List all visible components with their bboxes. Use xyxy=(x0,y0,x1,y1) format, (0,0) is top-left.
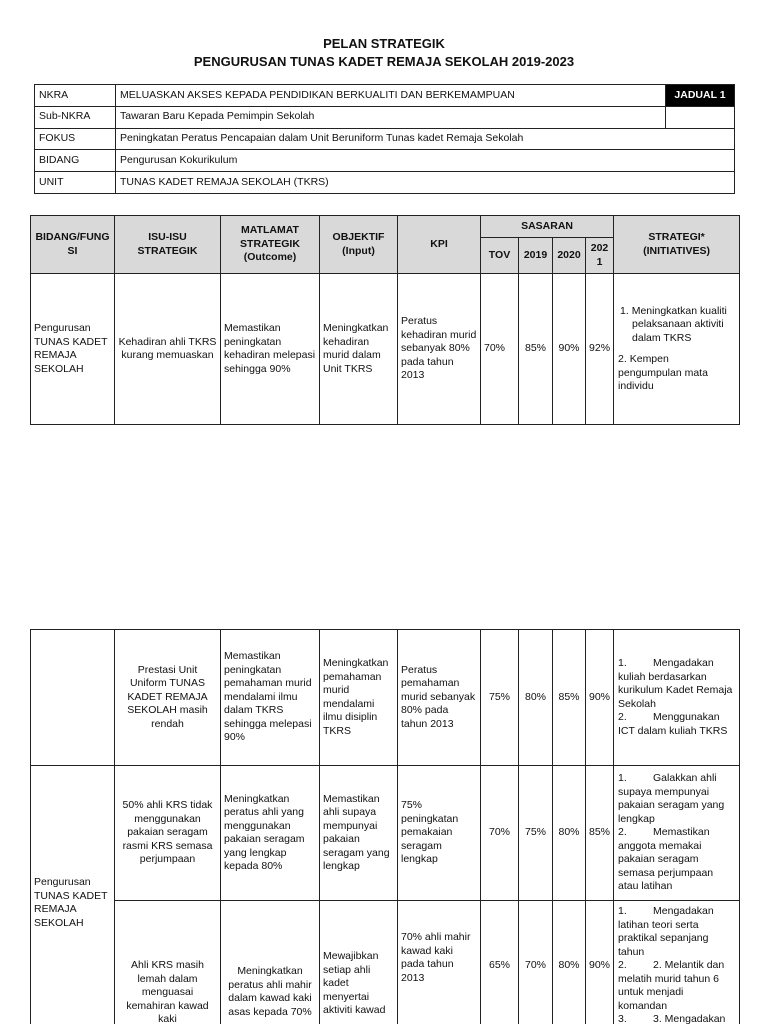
cell-kpi: 75% peningkatan pemakaian seragam lengkap xyxy=(398,766,481,901)
cell-2019: 70% xyxy=(519,901,553,1024)
cell-2020: 80% xyxy=(553,766,586,901)
document-title: PELAN STRATEGIK xyxy=(323,36,445,51)
cell-isu: Ahli KRS masih lemah dalam menguasai kemahiran kawad kaki xyxy=(115,901,221,1024)
header-2021: 202 1 xyxy=(586,238,614,274)
strategi-item: 1. Meningkatkan kualiti pelaksanaan aktiviti dalam TKRS xyxy=(620,304,727,344)
info-label: Sub-NKRA xyxy=(35,106,116,128)
info-label: UNIT xyxy=(35,172,116,194)
document-subtitle: PENGURUSAN TUNAS KADET REMAJA SEKOLAH 2019-2023 xyxy=(193,54,575,69)
header-row xyxy=(31,216,740,238)
cell-2021: 90% xyxy=(586,901,614,1024)
cell-2021: 90% xyxy=(586,630,614,766)
header-sasaran: SASARAN xyxy=(481,216,614,238)
cell-2021: 92% xyxy=(586,274,614,425)
header-objektif-sub: (Input) xyxy=(342,244,375,257)
strategi-item: 2. Memastikan anggota memakai pakaian seragam semasa perjumpaan atau latihan xyxy=(618,826,717,893)
header-matlamat-sub: (Outcome) xyxy=(243,251,297,264)
cell-matlamat: Meningkatkan peratus ahli mahir dalam kawad kaki asas kepada 70% xyxy=(221,901,320,1024)
cell-objektif: Mewajibkan setiap ahli kadet menyertai aktiviti kawad xyxy=(320,901,398,1024)
cell-objektif: Meningkatkan pemahaman murid mendalami ilmu disiplin TKRS xyxy=(320,630,398,766)
strategi-item: 1. Mengadakan latihan teori serta praktikal sepanjang tahun xyxy=(618,905,717,958)
info-value: Pengurusan Kokurikulum xyxy=(116,150,735,172)
header-objektif xyxy=(320,216,398,274)
cell-2019: 85% xyxy=(519,274,553,425)
cell-isu: Kehadiran ahli TKRS kurang memuaskan xyxy=(115,274,221,425)
info-row-sub-nkra xyxy=(35,106,735,128)
cell-kpi: Peratus kehadiran murid sebanyak 80% pada tahun 2013 xyxy=(398,274,481,425)
header-matlamat xyxy=(221,216,320,274)
cell-strategi xyxy=(614,901,740,1024)
strategi-item: 2. 2. Melantik dan melatih murid tahun 6 untuk menjadi komandan xyxy=(618,959,728,1012)
cell-2020: 80% xyxy=(553,901,586,1024)
table-row xyxy=(31,630,740,766)
cell-objektif: Memastikan ahli supaya mempunyai pakaian seragam yang lengkap xyxy=(320,766,398,901)
table-row xyxy=(31,274,740,425)
info-row-fokus xyxy=(35,128,735,150)
cell-tov: 70% xyxy=(481,766,519,901)
cell-bidang: Pengurusan TUNAS KADET REMAJA SEKOLAH xyxy=(31,766,115,1024)
header-kpi: KPI xyxy=(398,216,481,274)
info-value: Tawaran Baru Kepada Pemimpin Sekolah xyxy=(116,106,666,128)
table-row xyxy=(31,901,740,1024)
cell-strategi xyxy=(614,766,740,901)
info-value: Peningkatan Peratus Pencapaian dalam Unit Beruniform Tunas kadet Remaja Sekolah xyxy=(116,128,735,150)
strategi-item: 3. 3. Mengadakan xyxy=(618,1013,726,1024)
info-label: FOKUS xyxy=(35,128,116,150)
cell-strategi xyxy=(614,630,740,766)
cell-2019: 80% xyxy=(519,630,553,766)
header-bidang: BIDANG/FUNG SI xyxy=(31,216,115,274)
strategi-item: 1. Galakkan ahli supaya mempunyai pakaian seragam yang lengkap xyxy=(618,772,728,825)
jadual-badge: JADUAL 1 xyxy=(666,85,735,107)
cell-2020: 85% xyxy=(553,630,586,766)
cell-matlamat: Meningkatkan peratus ahli yang menggunakan pakaian seragam yang lengkap kepada 80% xyxy=(221,766,320,901)
cell-matlamat: Memastikan peningkatan pemahaman murid mendalami ilmu dalam TKRS sehingga melepasi 90% xyxy=(221,630,320,766)
info-value: MELUASKAN AKSES KEPADA PENDIDIKAN BERKUALITI DAN BERKEMAMPUAN xyxy=(116,85,666,107)
cell-2019: 75% xyxy=(519,766,553,901)
cell-bidang xyxy=(31,630,115,766)
info-row-bidang xyxy=(35,150,735,172)
info-table xyxy=(34,84,735,194)
cell-tov: 70% xyxy=(481,274,519,425)
header-strategi-sub: (INITIATIVES) xyxy=(643,244,710,257)
info-value: TUNAS KADET REMAJA SEKOLAH (TKRS) xyxy=(116,172,735,194)
header-isu: ISU-ISU STRATEGIK xyxy=(115,216,221,274)
cell-tov: 75% xyxy=(481,630,519,766)
header-tov: TOV xyxy=(481,238,519,274)
header-strategi-label: STRATEGI* xyxy=(648,231,705,243)
header-2019: 2019 xyxy=(519,238,553,274)
header-2020: 2020 xyxy=(553,238,586,274)
header-matlamat-label: MATLAMAT STRATEGIK xyxy=(240,224,300,250)
cell-2021: 85% xyxy=(586,766,614,901)
cell-kpi: 70% ahli mahir kawad kaki pada tahun 2013 xyxy=(398,901,481,1024)
header-strategi xyxy=(614,216,740,274)
cell-isu: Prestasi Unit Uniform TUNAS KADET REMAJA SEKOLAH masih rendah xyxy=(115,630,221,766)
strategy-table-continued xyxy=(30,629,740,1024)
cell-bidang: Pengurusan TUNAS KADET REMAJA SEKOLAH xyxy=(31,274,115,425)
strategy-table xyxy=(30,215,740,425)
cell-tov: 65% xyxy=(481,901,519,1024)
cell-matlamat: Memastikan peningkatan kehadiran melepasi sehingga 90% xyxy=(221,274,320,425)
info-row-unit xyxy=(35,172,735,194)
cell-objektif: Meningkatkan kehadiran murid dalam Unit TKRS xyxy=(320,274,398,425)
info-empty-cell xyxy=(666,106,735,128)
table-row xyxy=(31,766,740,901)
cell-strategi xyxy=(614,274,740,425)
info-row-nkra xyxy=(35,85,735,107)
cell-kpi: Peratus pemahaman murid sebanyak 80% pada tahun 2013 xyxy=(398,630,481,766)
strategi-item: 2. Kempen pengumpulan mata individu xyxy=(618,353,708,392)
info-label: BIDANG xyxy=(35,150,116,172)
info-label: NKRA xyxy=(35,85,116,107)
strategi-item: 2. Menggunakan ICT dalam kuliah TKRS xyxy=(618,711,728,737)
cell-2020: 90% xyxy=(553,274,586,425)
cell-isu: 50% ahli KRS tidak menggunakan pakaian seragam rasmi KRS semasa perjumpaan xyxy=(115,766,221,901)
header-objektif-label: OBJEKTIF xyxy=(332,231,385,243)
strategi-item: 1. Mengadakan kuliah berdasarkan kurikulum Kadet Remaja Sekolah xyxy=(618,657,736,710)
